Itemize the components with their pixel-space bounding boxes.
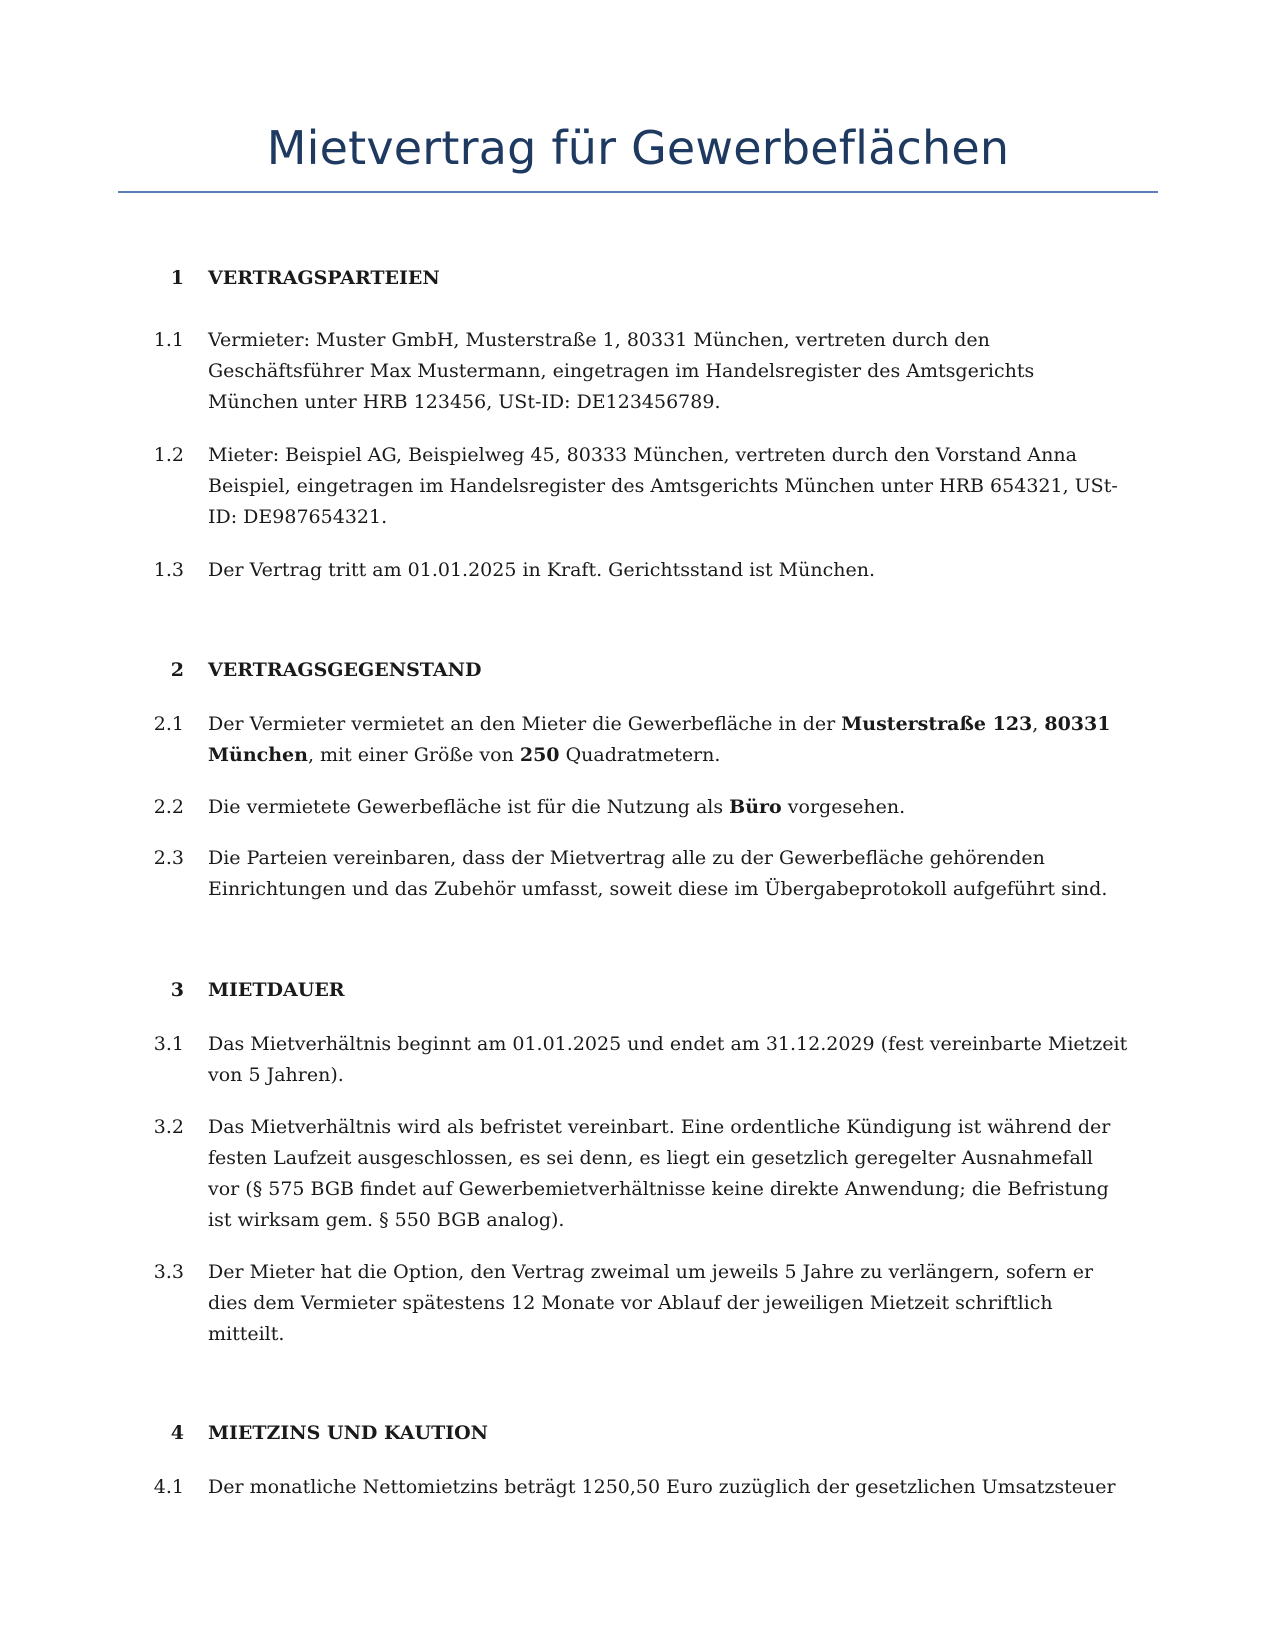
- clause-number: 2.2: [153, 796, 184, 818]
- clause-4-1: [0, 1472, 1275, 1503]
- clause-text: [208, 792, 1128, 823]
- section-1: [0, 265, 1275, 291]
- clause-text: Der Mieter hat die Option, den Vertrag zweimal um jeweils 5 Jahre zu verlängern, sofern er dies dem Vermieter spätestens 12 Monate vor Ablauf der jeweiligen Mietzeit schriftlich mitteilt.: [208, 1261, 1094, 1345]
- bold-text: Musterstraße 123: [841, 713, 1033, 735]
- clause-number: 4.1: [153, 1476, 184, 1498]
- section-title: MIETDAUER: [208, 979, 345, 1001]
- text-run: Die vermietete Gewerbefläche ist für die Nutzung als: [208, 796, 730, 818]
- document-title: Mietvertrag für Gewerbeflächen: [266, 121, 1010, 175]
- clause-number: 1.2: [153, 444, 184, 466]
- clause-number: 1.1: [153, 329, 184, 351]
- text-run: Der Vermieter vermietet an den Mieter die Gewerbefläche in der: [208, 713, 842, 735]
- section-title: VERTRAGSGEGENSTAND: [208, 659, 482, 681]
- section-number: 2: [170, 659, 184, 681]
- clause-1-2: [0, 440, 1275, 533]
- clause-3-1: [0, 1029, 1275, 1091]
- bold-text: 80331 München: [208, 713, 1111, 766]
- clause-1-1: [0, 325, 1275, 418]
- clause-2-3: [0, 843, 1275, 905]
- section-number: 4: [170, 1422, 184, 1444]
- text-run: , mit einer Größe von: [307, 744, 520, 766]
- clause-number: 3.3: [153, 1261, 184, 1283]
- clause-3-2: [0, 1112, 1275, 1236]
- clause-number: 1.3: [153, 559, 184, 581]
- clause-text: Die Parteien vereinbaren, dass der Mietvertrag alle zu der Gewerbefläche gehörenden Einrichtungen und das Zubehör umfasst, soweit diese im Übergabeprotokoll aufgeführt sind.: [208, 847, 1108, 900]
- text-run: vorgesehen.: [781, 796, 906, 818]
- clause-text: Der Vertrag tritt am 01.01.2025 in Kraft. Gerichtsstand ist München.: [208, 559, 875, 581]
- section-heading: [0, 1420, 1275, 1446]
- section-4: [0, 1420, 1275, 1446]
- bold-text: Büro: [729, 796, 782, 818]
- clause-number: 3.2: [153, 1116, 184, 1138]
- section-2: [0, 657, 1275, 683]
- clause-text: Der monatliche Nettomietzins beträgt 1250,50 Euro zuzüglich der gesetzlichen Umsatzsteuer: [208, 1476, 1116, 1498]
- clause-number: 3.1: [153, 1033, 184, 1055]
- clause-text: Mieter: Beispiel AG, Beispielweg 45, 80333 München, vertreten durch den Vorstand Anna Beispiel, eingetragen im Handelsregister des Amtsgerichts München unter HRB 654321, USt-ID: DE987654321.: [208, 444, 1118, 528]
- title-divider: [118, 191, 1158, 193]
- section-heading: [0, 657, 1275, 683]
- clause-1-3: [0, 555, 1275, 586]
- clause-3-3: [0, 1257, 1275, 1350]
- clause-text: Das Mietverhältnis wird als befristet vereinbart. Eine ordentliche Kündigung ist während der festen Laufzeit ausgeschlossen, es sei denn, es liegt ein gesetzlich geregelter Ausnahmefall vor (§ 575 BGB findet auf Gewerbemietverhältnisse keine direkte Anwendung; die Befristung ist wirksam gem. § 550 BGB analog).: [208, 1116, 1111, 1231]
- section-number: 1: [170, 267, 184, 289]
- text-run: Quadratmetern.: [559, 744, 721, 766]
- clause-number: 2.1: [153, 713, 184, 735]
- clause-number: 2.3: [153, 847, 184, 869]
- clause-text: Das Mietverhältnis beginnt am 01.01.2025 und endet am 31.12.2029 (fest vereinbarte Mietzeit von 5 Jahren).: [208, 1033, 1128, 1086]
- clause-text: [208, 709, 1128, 771]
- section-3: [0, 977, 1275, 1003]
- clause-2-1: [0, 709, 1275, 771]
- clause-2-2: [0, 792, 1275, 823]
- bold-text: 250: [519, 744, 560, 766]
- section-title: MIETZINS UND KAUTION: [208, 1422, 489, 1444]
- section-heading: [0, 265, 1275, 291]
- section-heading: [0, 977, 1275, 1003]
- section-number: 3: [170, 979, 184, 1001]
- section-title: VERTRAGSPARTEIEN: [208, 267, 440, 289]
- clause-text: Vermieter: Muster GmbH, Musterstraße 1, 80331 München, vertreten durch den Geschäftsführer Max Mustermann, eingetragen im Handelsregister des Amtsgerichts München unter HRB 123456, USt-ID: DE123456789.: [208, 329, 1035, 413]
- text-run: ,: [1032, 713, 1045, 735]
